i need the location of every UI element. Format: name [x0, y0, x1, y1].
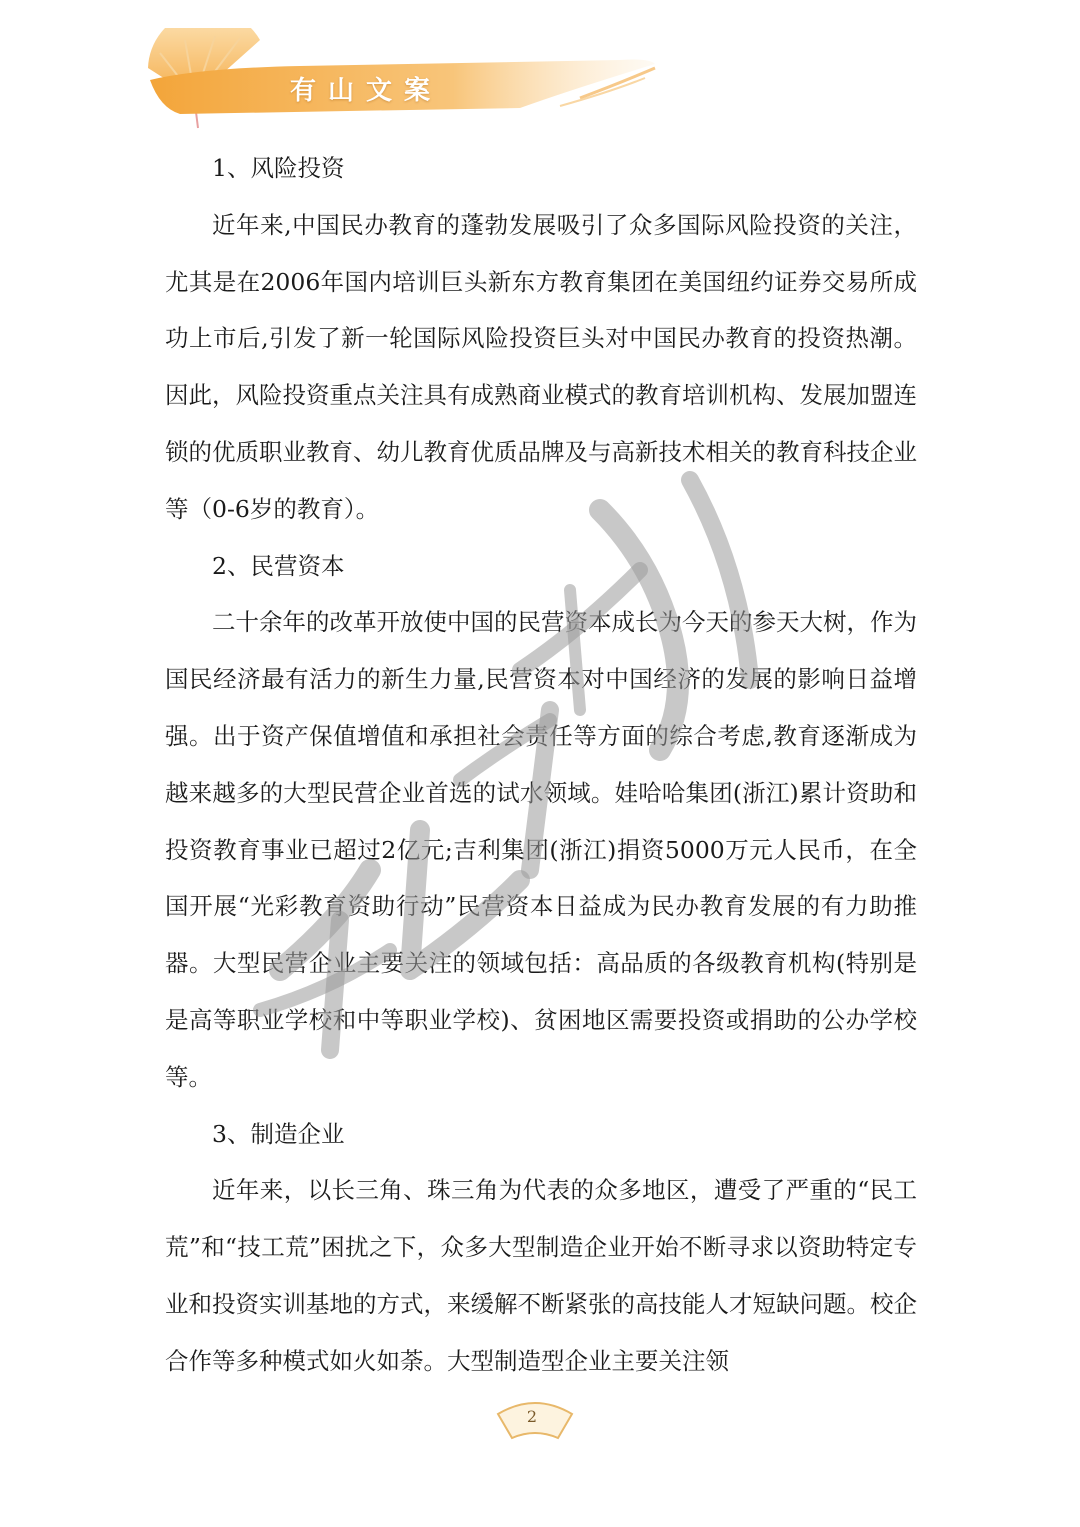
page-number: 2	[526, 1407, 538, 1426]
body-paragraph: 近年来,中国民办教育的蓬勃发展吸引了众多国际风险投资的关注，尤其是在2006年国内培训巨头新东方教育集团在美国纽约证券交易所成功上市后,引发了新一轮国际风险投资巨头对中国民办教育的投资热潮。因此，风险投资重点关注具有成熟商业模式的教育培训机构、发展加盟连锁的优质职业教育、幼儿教育优质品牌及与高新技术相关的教育科技企业等（0-6岁的教育）。	[165, 210, 917, 523]
section-heading: 1、风险投资	[212, 154, 345, 182]
body-paragraph: 近年来，以长三角、珠三角为代表的众多地区，遭受了严重的“民工荒”和“技工荒”困扰之下，众多大型制造企业开始不断寻求以资助特定专业和投资实训基地的方式，来缓解不断紧张的高技能人才短缺问题。校企合作等多种模式如火如荼。大型制造型企业主要关注领	[165, 1176, 917, 1375]
body-paragraph: 二十余年的改革开放使中国的民营资本成长为今天的参天大树，作为国民经济最有活力的新生力量,民营资本对中国经济的发展的影响日益增强。出于资产保值增值和承担社会责任等方面的综合考虑,教育逐渐成为越来越多的大型民营企业首选的试水领域。娃哈哈集团(浙江)累计资助和投资教育事业已超过2亿元;吉利集团(浙江)捐资5000万元人民币，在全国开展“光彩教育资助行动”民营资本日益成为民办教育发展的有力助推器。大型民营企业主要关注的领域包括：高品质的各级教育机构(特别是是高等职业学校和中等职业学校)、贫困地区需要投资或捐助的公办学校等。	[165, 608, 917, 1091]
section-heading: 2、民营资本	[212, 551, 345, 580]
brand-title: 有山文案	[290, 76, 443, 106]
document-body	[165, 140, 917, 1390]
section-heading: 3、制造企业	[212, 1119, 345, 1148]
